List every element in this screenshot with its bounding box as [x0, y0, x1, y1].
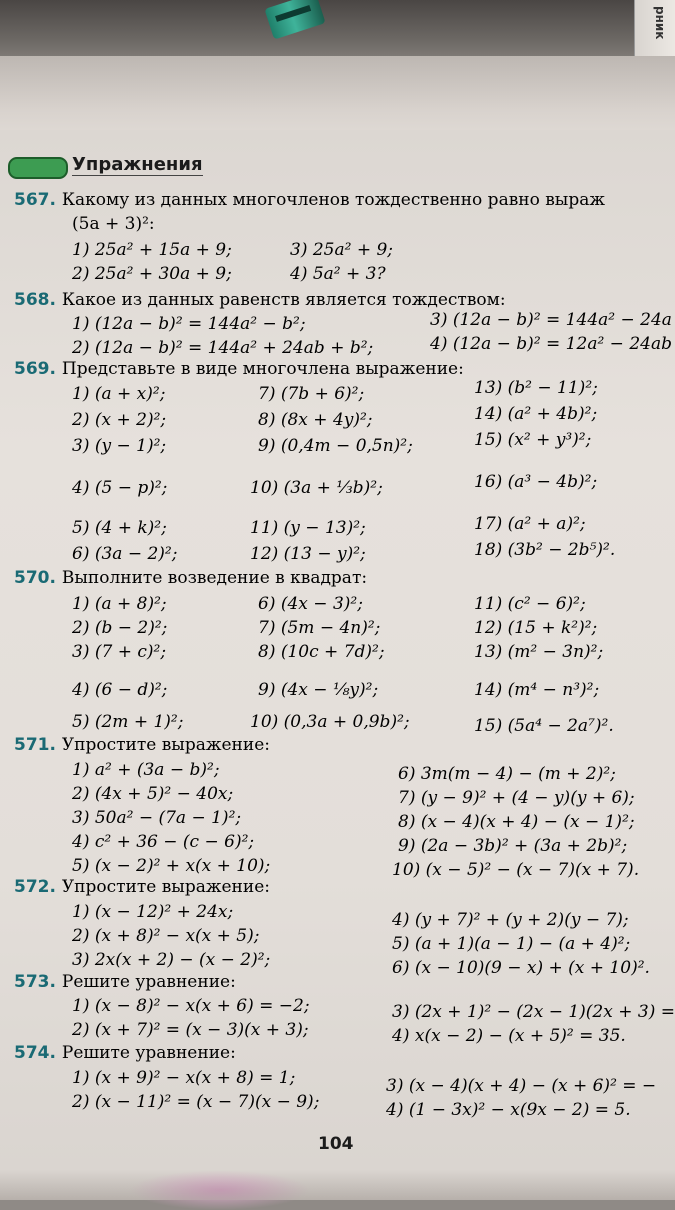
exercise-item: 12) (13 − y)²;	[250, 544, 366, 564]
exercise-instruction: Упростите выражение:	[61, 877, 271, 897]
exercise-item: 7) (7b + 6)²;	[258, 384, 365, 404]
exercise-instruction: (5a + 3)²:	[72, 214, 155, 234]
side-book-label: рник	[653, 6, 667, 40]
exercise-number: 567.	[14, 190, 62, 210]
bottom-shadow	[0, 1170, 675, 1200]
exercise-item: 13) (m² − 3n)²;	[474, 642, 604, 662]
exercise-instruction: Какому из данных многочленов тождественно равно выраж	[61, 190, 605, 210]
exercise-item: 3) 50a² − (7a − 1)²;	[72, 808, 242, 828]
exercise-item: 2) (b − 2)²;	[72, 618, 168, 638]
exercise-item: 3) 2x(x + 2) − (x − 2)²;	[72, 950, 271, 970]
exercise-item: 11) (y − 13)²;	[250, 518, 366, 538]
exercise-item: 18) (3b² − 2b⁵)².	[474, 540, 616, 560]
exercise-item: 9) (0,4m − 0,5n)²;	[258, 436, 413, 456]
exercise-item: 4) (5 − p)²;	[72, 478, 168, 498]
exercise-item: 2) (12a − b)² = 144a² + 24ab + b²;	[72, 338, 374, 358]
exercise-item: 2) (x + 7)² = (x − 3)(x + 3);	[72, 1020, 309, 1040]
exercise-item: 4) (12a − b)² = 12a² − 24ab	[430, 334, 672, 354]
exercise-item: 10) (0,3a + 0,9b)²;	[250, 712, 410, 732]
exercise-item: 1) a² + (3a − b)²;	[72, 760, 220, 780]
exercise-instruction: Упростите выражение:	[61, 735, 271, 755]
exercise-item: 3) 25a² + 9;	[290, 240, 394, 260]
exercise-item: 10) (x − 5)² − (x − 7)(x + 7).	[392, 860, 640, 880]
exercise-item: 3) (x − 4)(x + 4) − (x + 6)² = −	[386, 1076, 657, 1096]
exercise-number: 569.	[14, 359, 62, 379]
exercise-item: 3) (y − 1)²;	[72, 436, 167, 456]
exercise-instruction: Решите уравнение:	[61, 1043, 236, 1063]
exercise-item: 3) (7 + c)²;	[72, 642, 167, 662]
exercise-item: 13) (b² − 11)²;	[474, 378, 598, 398]
exercise-item: 8) (10c + 7d)²;	[258, 642, 385, 662]
exercise-item: 4) (6 − d)²;	[72, 680, 168, 700]
exercise-item: 5) (2m + 1)²;	[72, 712, 184, 732]
exercise-item: 2) (x − 11)² = (x − 7)(x − 9);	[72, 1092, 320, 1112]
exercise-item: 15) (x² + y³)²;	[474, 430, 592, 450]
exercise-item: 4) x(x − 2) − (x + 5)² = 35.	[392, 1026, 626, 1046]
exercise-item: 1) (x − 12)² + 24x;	[72, 902, 234, 922]
exercise-item: 6) (4x − 3)²;	[258, 594, 363, 614]
exercise-heading	[14, 568, 367, 588]
exercise-heading	[14, 972, 236, 992]
exercise-item: 6) 3m(m − 4) − (m + 2)²;	[398, 764, 616, 784]
exercise-number: 573.	[14, 972, 62, 992]
exercise-item: 3) (2x + 1)² − (2x − 1)(2x + 3) =	[392, 1002, 675, 1022]
exercise-instruction: Какое из данных равенств является тождеством:	[61, 290, 506, 310]
exercise-item: 1) (a + x)²;	[72, 384, 166, 404]
exercise-instruction: Выполните возведение в квадрат:	[61, 568, 368, 588]
exercise-item: 7) (5m − 4n)²;	[258, 618, 381, 638]
exercise-heading	[14, 290, 506, 310]
exercise-instruction: Решите уравнение:	[61, 972, 236, 992]
exercise-number: 572.	[14, 877, 62, 897]
exercise-item: 11) (c² − 6)²;	[474, 594, 586, 614]
exercise-item: 1) (x − 8)² − x(x + 6) = −2;	[72, 996, 310, 1016]
exercise-item: 8) (x − 4)(x + 4) − (x − 1)²;	[398, 812, 635, 832]
exercise-item: 3) (12a − b)² = 144a² − 24a	[430, 310, 672, 330]
exercise-item: 4) 5a² + 3?	[290, 264, 386, 284]
exercise-item: 6) (3a − 2)²;	[72, 544, 178, 564]
exercise-heading	[72, 214, 155, 234]
exercise-item: 17) (a² + a)²;	[474, 514, 586, 534]
exercise-item: 4) (y + 7)² + (y + 2)(y − 7);	[392, 910, 629, 930]
exercise-item: 12) (15 + k²)²;	[474, 618, 598, 638]
exercise-heading	[14, 190, 605, 210]
exercise-heading	[14, 359, 464, 379]
exercise-item: 6) (x − 10)(9 − x) + (x + 10)².	[392, 958, 650, 978]
exercise-item: 9) (4x − ⅛y)²;	[258, 680, 379, 700]
exercise-item: 7) (y − 9)² + (4 − y)(y + 6);	[398, 788, 635, 808]
exercise-item: 16) (a³ − 4b)²;	[474, 472, 598, 492]
section-title: Упражнения	[72, 154, 203, 175]
exercise-item: 1) (12a − b)² = 144a² − b²;	[72, 314, 306, 334]
exercise-item: 9) (2a − 3b)² + (3a + 2b)²;	[398, 836, 628, 856]
exercise-item: 2) (x + 2)²;	[72, 410, 167, 430]
exercise-heading	[14, 1043, 236, 1063]
exercise-item: 2) (4x + 5)² − 40x;	[72, 784, 234, 804]
exercise-item: 14) (a² + 4b)²;	[474, 404, 598, 424]
exercise-number: 574.	[14, 1043, 62, 1063]
exercise-item: 1) 25a² + 15a + 9;	[72, 240, 232, 260]
exercise-item: 4) c² + 36 − (c − 6)²;	[72, 832, 255, 852]
page-number: 104	[318, 1134, 354, 1154]
exercise-item: 15) (5a⁴ − 2a⁷)².	[474, 716, 614, 736]
exercise-heading	[14, 877, 270, 897]
exercise-item: 4) (1 − 3x)² − x(9x − 2) = 5.	[386, 1100, 631, 1120]
section-marker-icon	[8, 157, 68, 179]
exercise-number: 571.	[14, 735, 62, 755]
exercise-item: 10) (3a + ⅓b)²;	[250, 478, 383, 498]
exercise-item: 1) (x + 9)² − x(x + 8) = 1;	[72, 1068, 296, 1088]
exercise-item: 5) (x − 2)² + x(x + 10);	[72, 856, 271, 876]
exercise-number: 570.	[14, 568, 62, 588]
exercise-item: 2) 25a² + 30a + 9;	[72, 264, 232, 284]
exercise-item: 5) (4 + k)²;	[72, 518, 167, 538]
exercise-item: 8) (8x + 4y)²;	[258, 410, 373, 430]
exercise-heading	[14, 735, 270, 755]
exercise-item: 1) (a + 8)²;	[72, 594, 167, 614]
pen-stripe	[275, 5, 311, 22]
exercise-instruction: Представьте в виде многочлена выражение:	[61, 359, 464, 379]
exercise-item: 5) (a + 1)(a − 1) − (a + 4)²;	[392, 934, 631, 954]
exercise-item: 14) (m⁴ − n³)²;	[474, 680, 600, 700]
exercise-number: 568.	[14, 290, 62, 310]
exercise-item: 2) (x + 8)² − x(x + 5);	[72, 926, 260, 946]
